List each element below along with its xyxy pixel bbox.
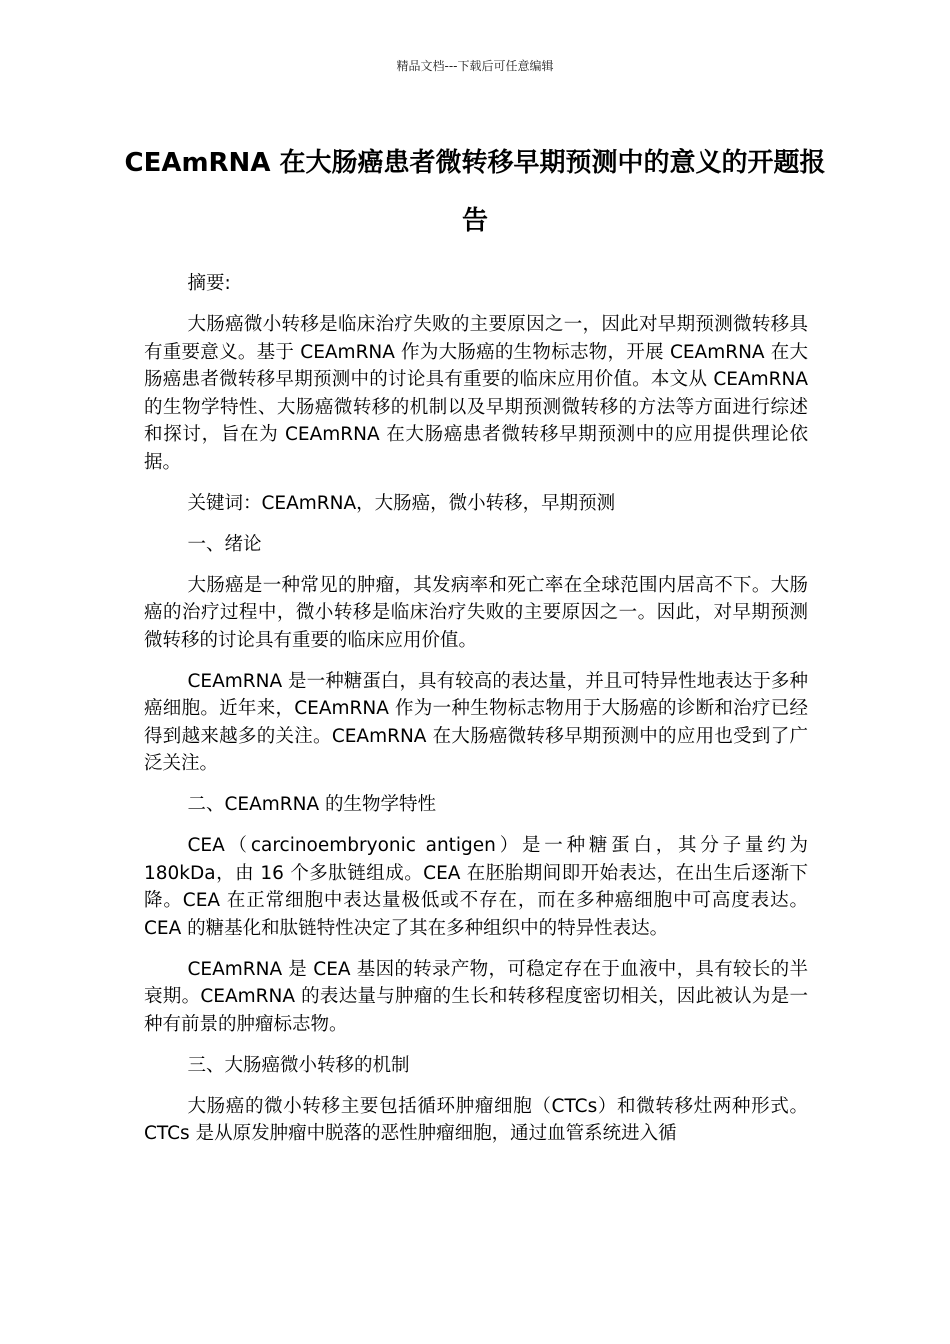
section-heading-1: 一、绪论 [187,533,262,555]
document-title: CEAmRNA 在大肠癌患者微转移早期预测中的意义的开题报告 [124,148,826,236]
body-paragraph: 大肠癌是一种常见的肿瘤，其发病率和死亡率在全球范围内居高不下。大肠癌的治疗过程中，微小转移是临床治疗失败的主要原因之一。因此，对早期预测微转移的讨论具有重要的临床应用价值。 [144,574,808,651]
keywords-line: 关键词：CEAmRNA，大肠癌，微小转移，早期预测 [187,492,616,514]
body-paragraph: CEAmRNA 是 CEA 基因的转录产物，可稳定存在于血液中，具有较长的半衰期。CEAmRNA 的表达量与肿瘤的生长和转移程度密切相关，因此被认为是一种有前景的肿瘤标志物。 [144,958,808,1035]
body-paragraph: CEAmRNA 是一种糖蛋白，具有较高的表达量，并且可特异性地表达于多种癌细胞。近年来，CEAmRNA 作为一种生物标志物用于大肠癌的诊断和治疗已经得到越来越多的关注。CEAmRNA 在大肠癌微转移早期预测中的应用也受到了广泛关注。 [144,670,808,774]
abstract-heading: 摘要: [187,273,231,294]
body-paragraph: CEA（carcinoembryonic antigen）是一种糖蛋白，其分子量约为 180kDa，由 16 个多肽链组成。CEA 在胚胎期间即开始表达，在出生后逐渐下降。CEA 在正常细胞中表达量极低或不存在，而在多种癌细胞中可高度表达。CEA 的糖基化和肽链特性决定了其在多种组织中的特异性表达。 [144,835,808,939]
document-body [144,270,808,1161]
section-heading-2: 二、CEAmRNA 的生物学特性 [187,794,436,815]
body-paragraph: 大肠癌的微小转移主要包括循环肿瘤细胞（CTCs）和微转移灶两种形式。CTCs 是从原发肿瘤中脱落的恶性肿瘤细胞，通过血管系统进入循 [144,1095,808,1144]
section-heading-3: 三、大肠癌微小转移的机制 [187,1054,410,1076]
abstract-paragraph: 大肠癌微小转移是临床治疗失败的主要原因之一，因此对早期预测微转移具有重要意义。基于 CEAmRNA 作为大肠癌的生物标志物，开展 CEAmRNA 在大肠癌患者微转移早期预测中的讨论具有重要的临床应用价值。本文从 CEAmRNA 的生物学特性、大肠癌微转移的机制以及早期预测微转移的方法等方面进行综述和探讨，旨在为 CEAmRNA 在大肠癌患者微转移早期预测中的应用提供理论依据。 [144,314,808,473]
header-note: 精品文档---下载后可任意编辑 [396,59,554,73]
